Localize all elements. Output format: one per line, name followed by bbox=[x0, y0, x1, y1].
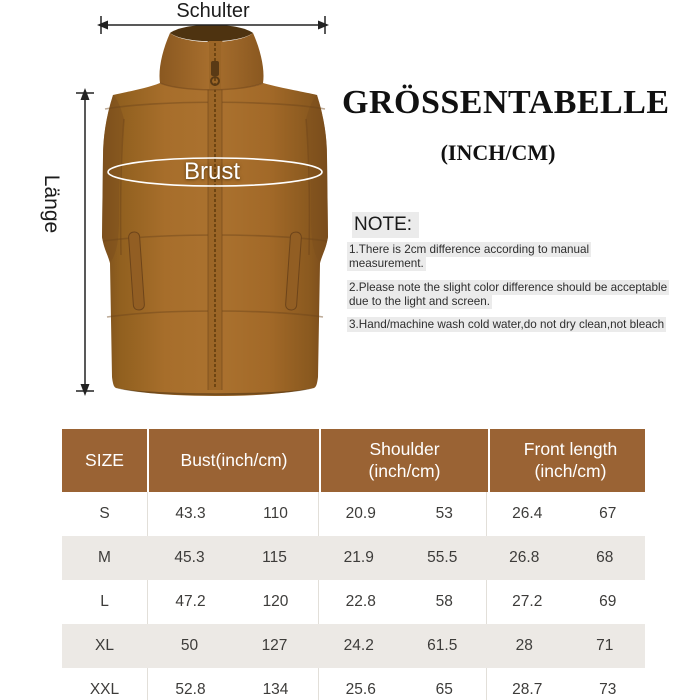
front-length-cells: 28.7 73 bbox=[486, 668, 648, 700]
size-cell: XXL bbox=[89, 681, 120, 698]
note-item: 2.Please note the slight color difference should be acceptable due to the light and screen. bbox=[349, 280, 668, 308]
bust-cells: 45.3 115 bbox=[174, 549, 287, 566]
bust-cells: 50 127 bbox=[180, 637, 288, 654]
table-row bbox=[62, 536, 645, 580]
page-subtitle: (INCH/CM) bbox=[440, 140, 556, 165]
header-shoulder: Shoulder (inch/cm) bbox=[319, 429, 488, 492]
size-cell: XL bbox=[95, 637, 114, 654]
length-arrow-icon bbox=[70, 86, 100, 398]
bust-cells: 43.3 110 bbox=[147, 492, 318, 536]
header-front-length: Front length (inch/cm) bbox=[488, 429, 651, 492]
front-length-cells: 26.4 67 bbox=[486, 492, 648, 536]
table-row bbox=[62, 580, 645, 624]
note-item: 1.There is 2cm difference according to manual measurement. bbox=[349, 243, 590, 271]
note-item: 3.Hand/machine wash cold water,do not dry clean,not bleach bbox=[349, 318, 665, 332]
shoulder-cells: 25.6 65 bbox=[318, 668, 486, 700]
notes-list bbox=[347, 243, 669, 341]
shoulder-cells: 20.9 53 bbox=[318, 492, 486, 536]
size-chart-image: Schulter Länge Brust GRÖSSENTABELLE (INCH/CM) NOTE: 1.There is 2cm difference according to manual measurement. 2.Please note the slight color difference should be acceptable due to the light and screen. 3.Hand/machine wash cold water,do not dry clean,not bleach SIZE Bust(inch/cm) Shoulder (inch/cm) Front length (inch/cm) S 43.3 110 20.9 53 26.4 67 M 45.3 115 21.9 55.5 26.8 68 L 47.2 120 22.8 58 27.2 69 XL 50 127 24.2 61.5 28 71 XXL 52.8 134 25.6 65 28.7 73 bbox=[0, 0, 700, 700]
size-table-header bbox=[62, 429, 645, 492]
header-bust: Bust(inch/cm) bbox=[147, 429, 319, 492]
size-table bbox=[62, 429, 645, 700]
size-cell: L bbox=[100, 593, 109, 610]
size-table-body bbox=[62, 492, 645, 700]
front-length-cells: 26.8 68 bbox=[509, 549, 614, 566]
chest-measure-label: Brust bbox=[183, 158, 241, 185]
table-row bbox=[62, 668, 645, 700]
size-cell: M bbox=[98, 549, 111, 566]
bust-cells: 52.8 134 bbox=[147, 668, 318, 700]
shoulder-cells: 21.9 55.5 bbox=[343, 549, 458, 566]
front-length-cells: 27.2 69 bbox=[486, 580, 648, 624]
shoulder-cells: 24.2 61.5 bbox=[343, 637, 458, 654]
shoulder-cells: 22.8 58 bbox=[318, 580, 486, 624]
note-heading: NOTE: bbox=[352, 214, 419, 236]
bust-cells: 47.2 120 bbox=[147, 580, 318, 624]
front-length-cells: 28 71 bbox=[515, 637, 614, 654]
shoulder-arrow-icon bbox=[95, 8, 331, 38]
zipper-pull bbox=[211, 61, 219, 76]
header-size: SIZE bbox=[85, 449, 124, 470]
size-cell: S bbox=[99, 505, 110, 522]
table-row bbox=[62, 624, 645, 668]
table-row bbox=[62, 492, 645, 536]
page-title: GRÖSSENTABELLE bbox=[342, 84, 670, 121]
shoulder-measure-label: Schulter bbox=[176, 0, 250, 22]
